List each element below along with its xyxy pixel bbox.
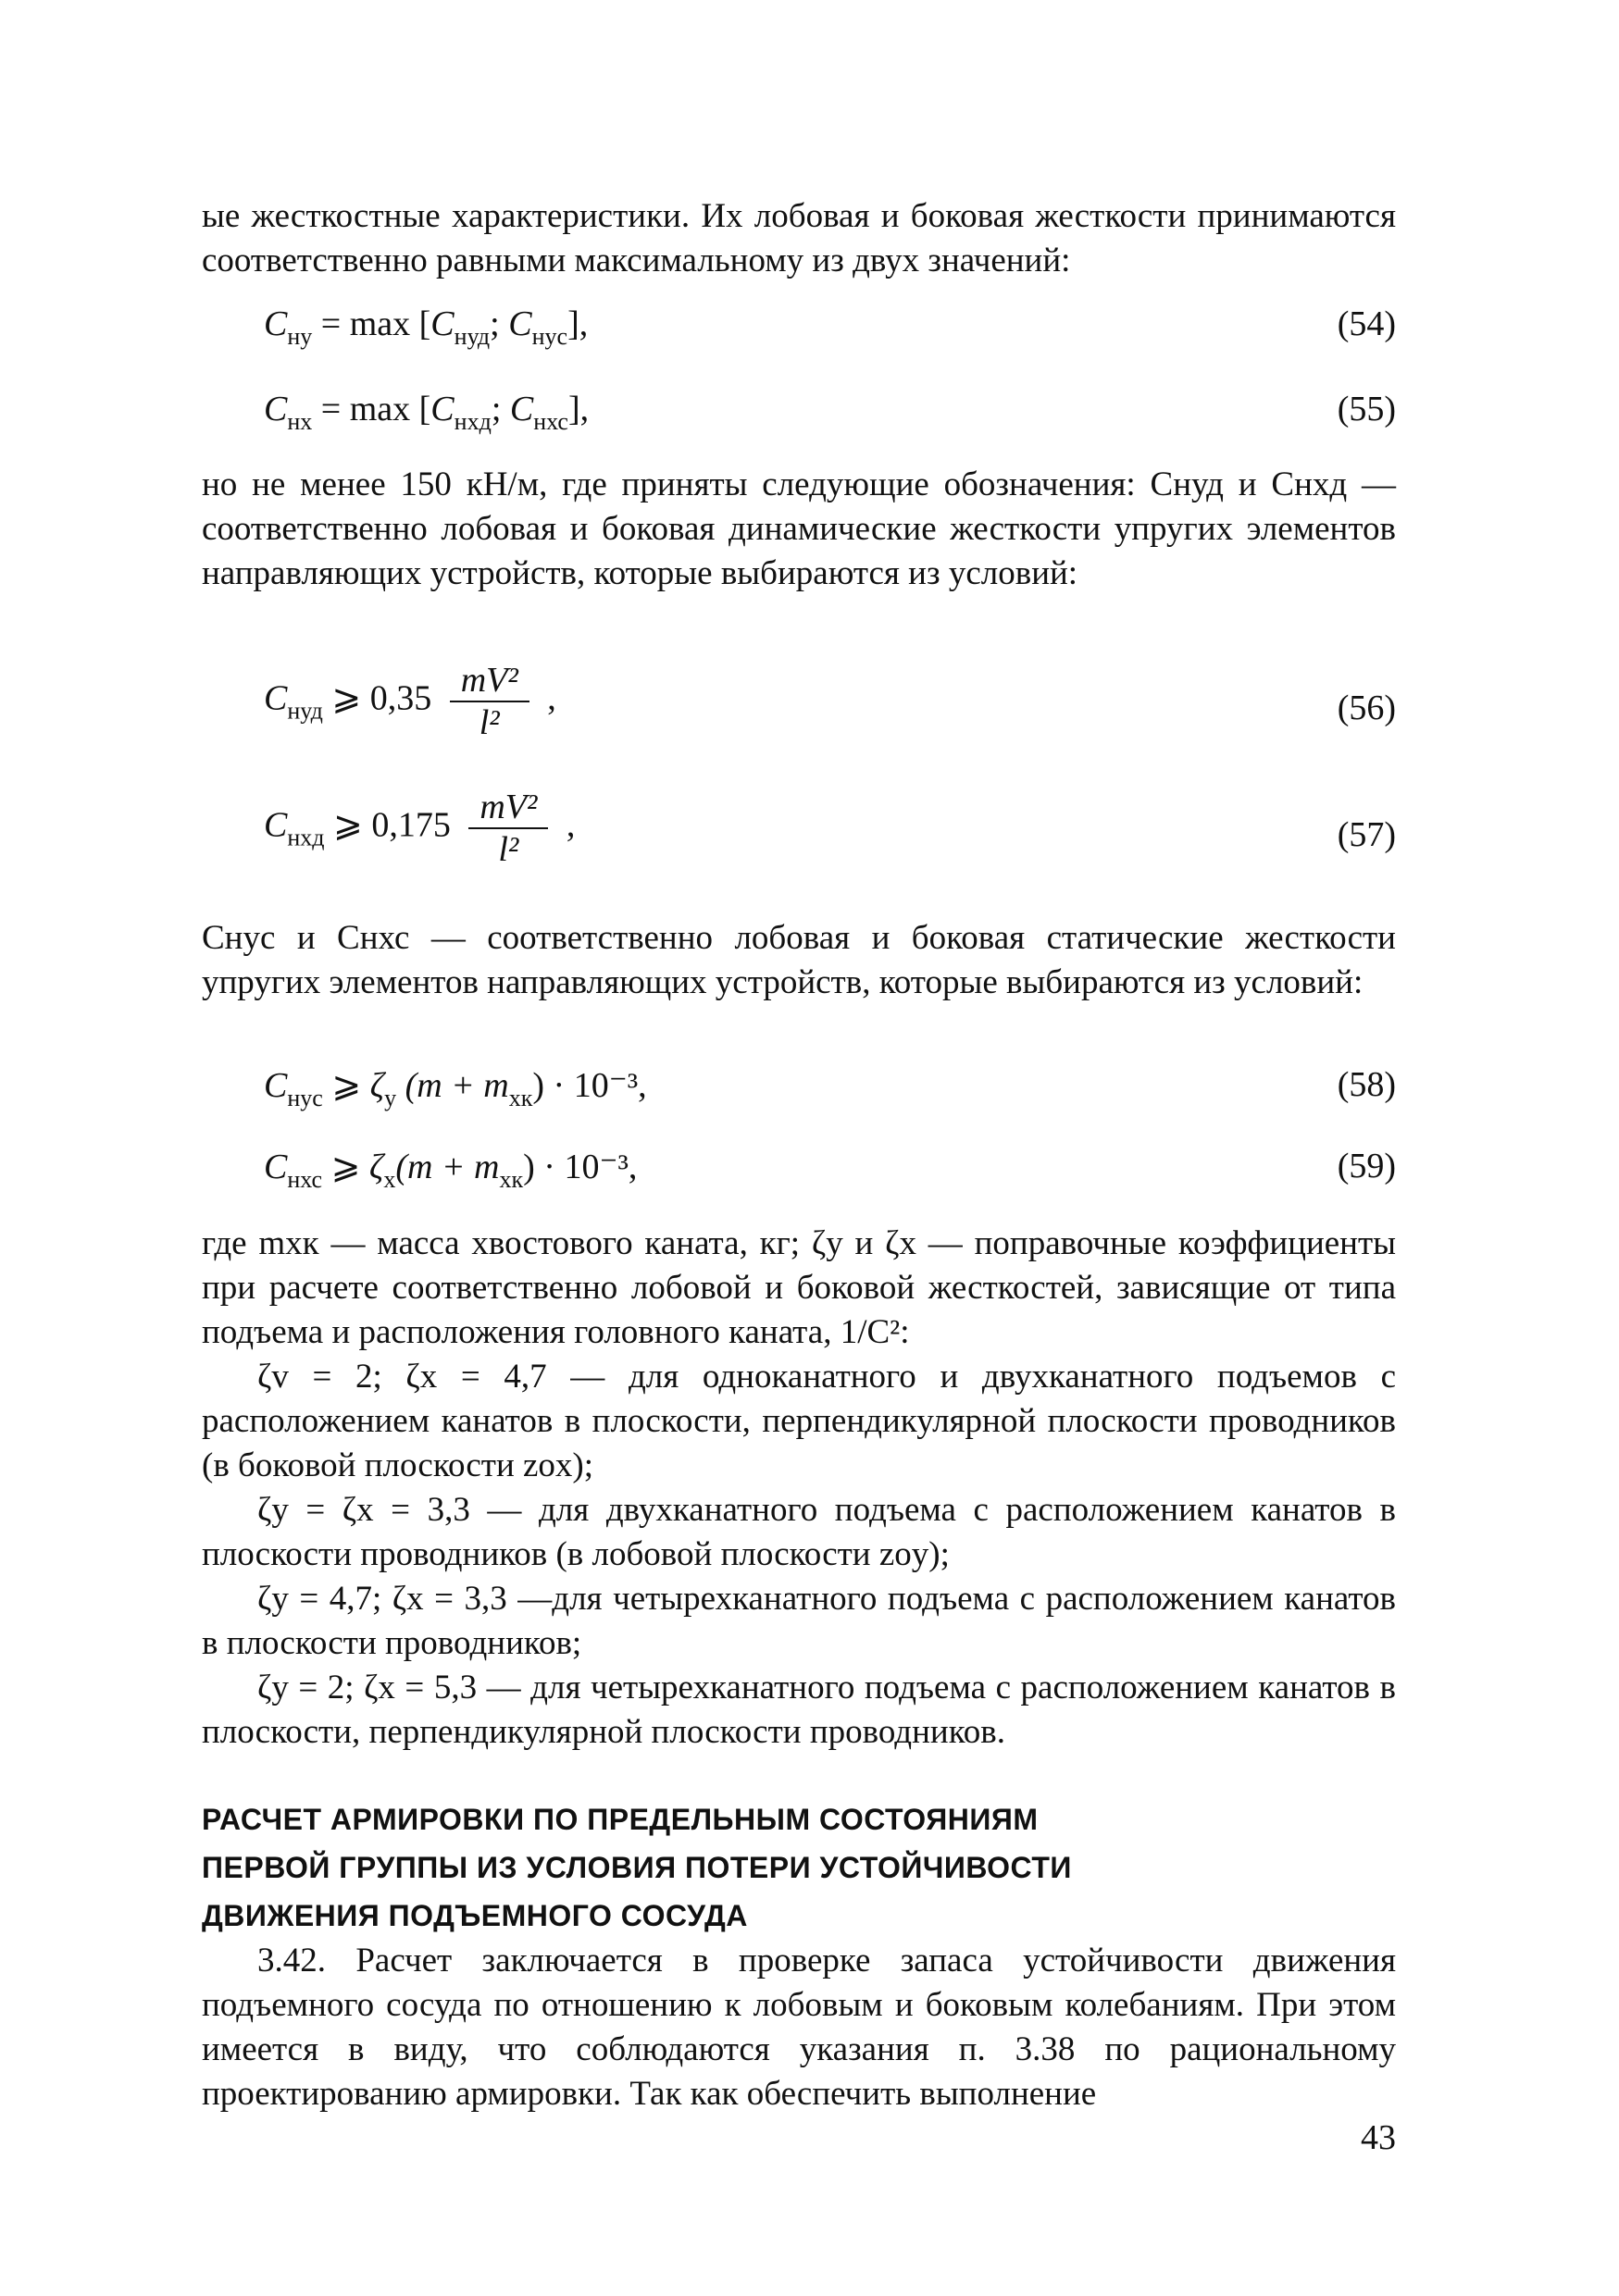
paragraph-static-stiffness [202, 916, 1396, 1005]
formula-57 [264, 788, 1396, 881]
paragraph-dynamic-stiffness [202, 463, 1396, 596]
formula-56 [264, 662, 1396, 754]
heading-line: РАСЧЕТ АРМИРОВКИ ПО ПРЕДЕЛЬНЫМ СОСТОЯНИЯМ [202, 1803, 1039, 1836]
formula-expression: $C_{ну} = \max [C_{нуд}$; $C_{нус}$], [264, 304, 589, 350]
paragraph-text: ые жесткостные характеристики. Их лобовая и боковая жесткости принимаются соответственно равными максимальному из двух значений: [202, 197, 1396, 279]
paragraph-intro [202, 194, 1396, 283]
paragraph-text: 3.42. Расчет заключается в проверке запаса устойчивости движения подъемного сосуда по отношению к лобовым и боковым колебаниям. При этом имеется в виду, что соблюдаются указания п. 3.38 по рациональному проектированию армировки. Так как обеспечить выполнение [202, 1942, 1396, 2113]
equation-number: (56) [1337, 689, 1396, 727]
paragraph-coefficients [202, 1222, 1396, 1755]
formula-59 [264, 1146, 1396, 1201]
formula-55 [264, 389, 1396, 444]
formula-expression: $C_{нуд}$ ⩾ 0,35 $\frac{\text{mV²}}{\text{l²}}$ , [264, 661, 556, 742]
equation-number: (58) [1337, 1065, 1396, 1104]
paragraph-text: где mхк — масса хвостового каната, кг; ζy и ζx — поправочные коэффициенты при расчете соответственно лобовой и боковой жесткостей, зависящие от типа подъема и расположения головного каната, 1/C²: [202, 1224, 1396, 1351]
equation-number: (54) [1337, 304, 1396, 343]
formula-expression: $C_{нус}$ ⩾ $\zeta_y$ $(m + m_{хк}) \cdot 10^{-3}$, [264, 1066, 647, 1111]
case-item: ζy = 2; ζx = 5,3 — для четырехканатного подъема с расположением канатов в плоскости, перпендикулярной плоскости проводников. [202, 1669, 1396, 1751]
fraction: $\frac{\text{mV²}}{\text{l²}}$ [450, 662, 529, 741]
case-item: ζy = 4,7; ζx = 3,3 —для четырехканатного подъема с расположением канатов в плоскости проводников; [202, 1580, 1396, 1662]
paragraph-text: Cнус и Cнхс — соответственно лобовая и боковая статические жесткости упругих элементов направляющих устройств, которые выбираются из условий: [202, 919, 1396, 1001]
formula-expression: $C_{нхс}$ ⩾ $\zeta_x(m + m_{хк}) \cdot 10^{-3}$, [264, 1148, 638, 1193]
paragraph-text: но не менее 150 кН/м, где приняты следующие обозначения: Cнуд и Cнхд — соответственно лобовая и боковая динамические жесткости упругих элементов направляющих устройств, которые выбираются из условий: [202, 465, 1396, 592]
fraction: $\frac{\text{mV²}}{\text{l²}}$ [468, 788, 548, 868]
equation-number: (59) [1337, 1147, 1396, 1185]
equation-number: (57) [1337, 815, 1396, 854]
heading-line: ДВИЖЕНИЯ ПОДЪЕМНОГО СОСУДА [202, 1899, 748, 1932]
formula-58 [264, 1064, 1396, 1120]
formula-expression: $C_{нх} = \max [C_{нхд}$; $C_{нхс}$], [264, 390, 590, 435]
formula-expression: $C_{нхд}$ ⩾ 0,175 $\frac{\text{mV²}}{\text{l²}}$ , [264, 788, 576, 869]
equation-number: (55) [1337, 390, 1396, 428]
case-item: ζv = 2; ζx = 4,7 — для одноканатного и двухканатного подъемов с расположением канатов в плоскости, перпендикулярной плоскости проводников (в боковой плоскости zox); [202, 1358, 1396, 1484]
formula-54 [264, 304, 1396, 359]
section-heading [202, 1795, 1396, 1940]
paragraph-3-42 [202, 1939, 1396, 2116]
page-number: 43 [1361, 2118, 1396, 2157]
case-item: ζy = ζx = 3,3 — для двухканатного подъема с расположением канатов в плоскости проводников (в лобовой плоскости zoy); [202, 1491, 1396, 1573]
heading-line: ПЕРВОЙ ГРУППЫ ИЗ УСЛОВИЯ ПОТЕРИ УСТОЙЧИВОСТИ [202, 1851, 1072, 1884]
